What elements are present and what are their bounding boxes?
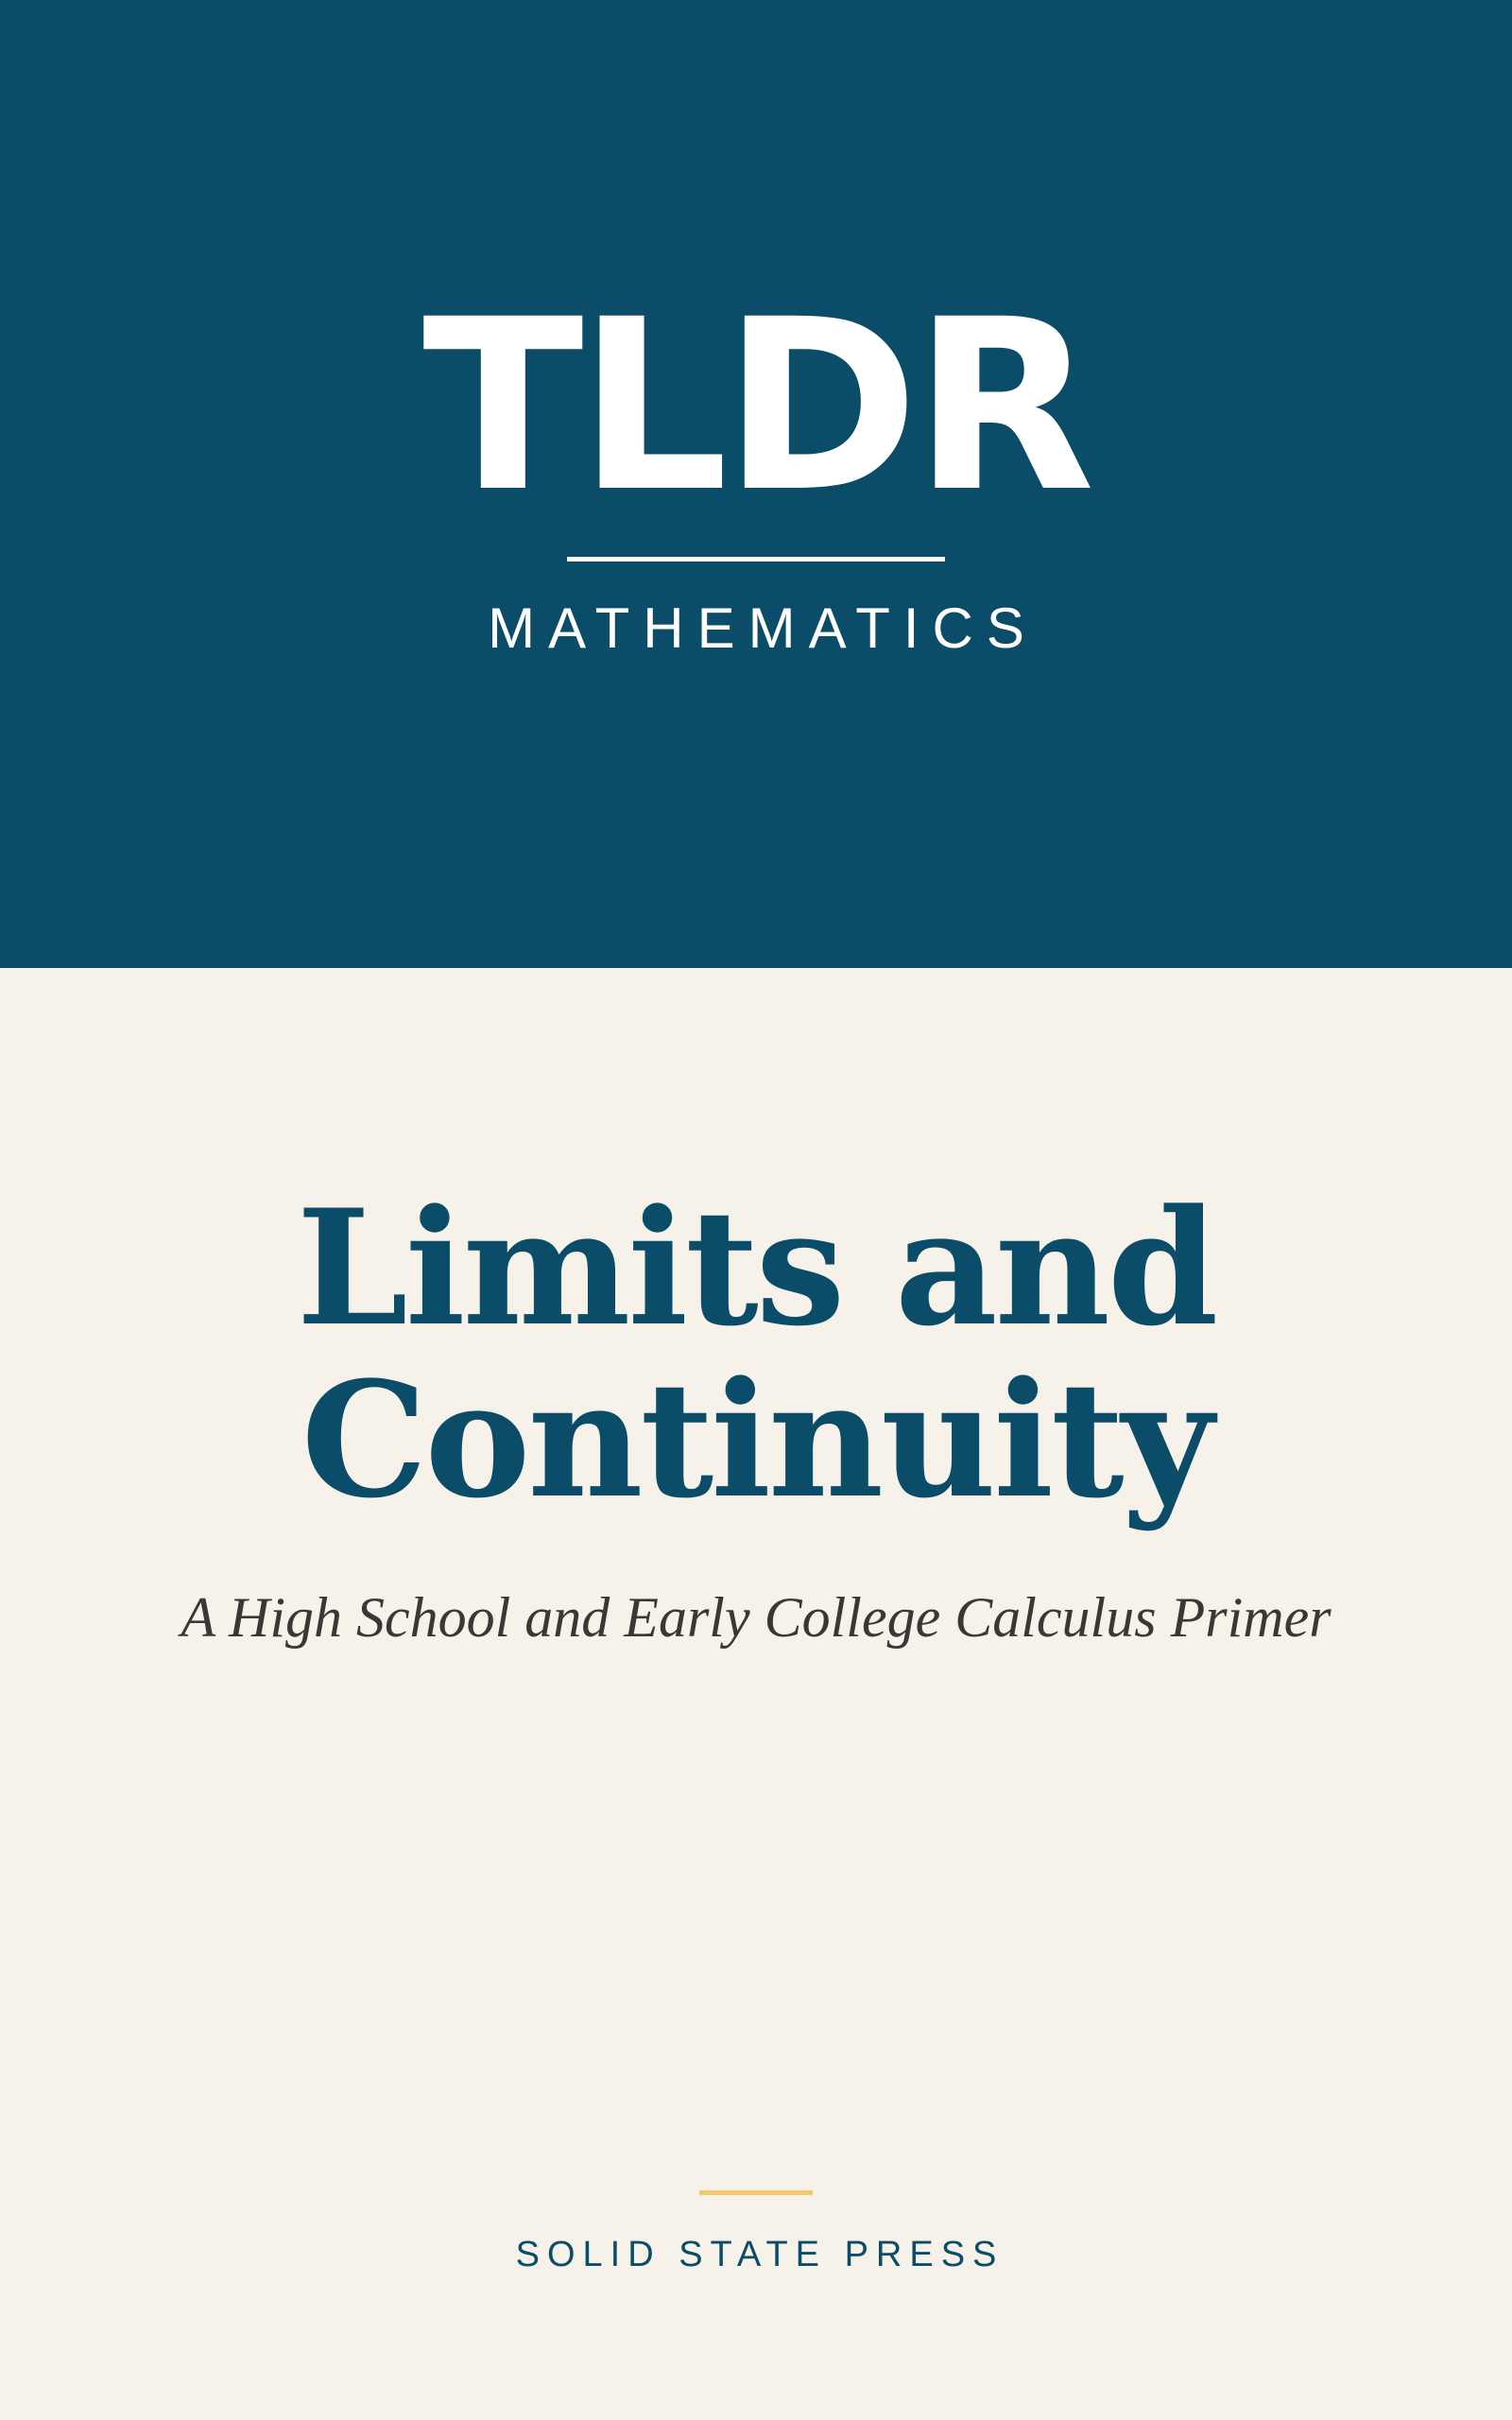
publisher-name: SOLID STATE PRESS	[515, 2235, 1005, 2274]
series-subject: MATHEMATICS	[488, 596, 1038, 660]
book-title	[94, 1174, 1418, 1533]
book-title-line-2: Continuity	[301, 1346, 1211, 1533]
publisher-accent-rule	[699, 2190, 813, 2195]
book-title-line-1: Limits and	[296, 1174, 1216, 1361]
series-name: TLDR	[422, 268, 1090, 544]
header-divider	[567, 557, 945, 562]
header-band	[0, 0, 1512, 968]
book-subtitle: A High School and Early College Calculus Primer	[180, 1586, 1332, 1649]
